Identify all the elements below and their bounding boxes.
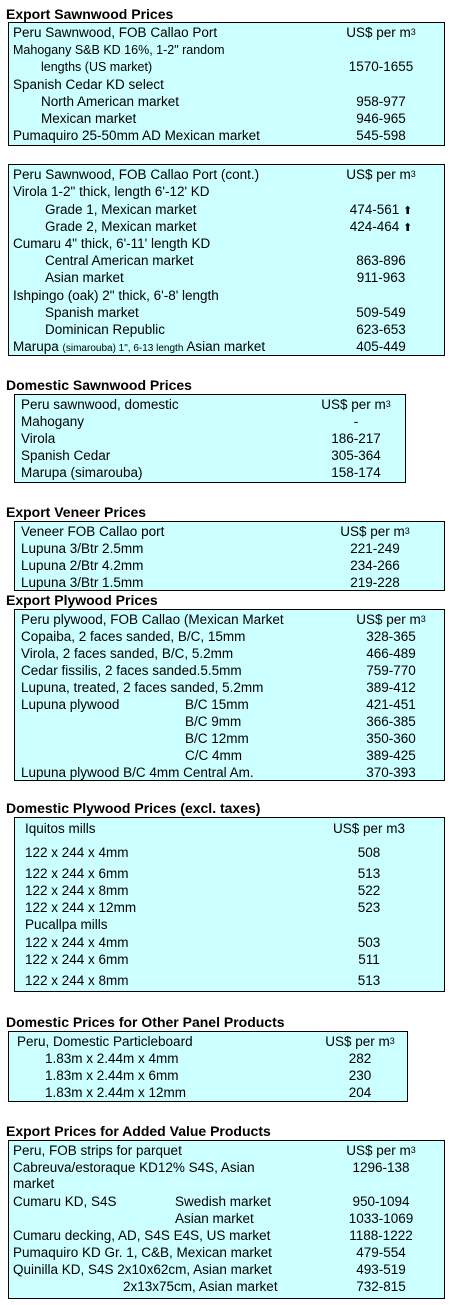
export-plywood-table: Peru plywood, FOB Callao (Mexican Market US$ per $m^3$ Copaiba, 2 faces sanded, B/C, 15mm 328-365 Virola, 2 faces sanded, B/C, 5.2mm 466-489 Cedar fissilis, 2 faces sanded.5.5mm 759-770 Lupuna, treated, 2 faces sanded, 5.2mm 389-412 Lupuna plywood B/C 15mm 421-451 B/C 9mm 366-385 B/C 12mm 350-360 C/C 4mm 389-425 Lupuna plywood B/C 4mm Central Am. 370-393 (14, 609, 445, 781)
header-unit: US$ per $m^3$ (346, 167, 416, 182)
header-unit: US$ per $m^3$ (356, 612, 426, 627)
section-title-export-plywood: Export Plywood Prices (6, 592, 158, 608)
header-unit: US$ per $m^3$ (321, 397, 391, 412)
section-title-added-value: Export Prices for Added Value Products (6, 1123, 271, 1139)
section-title-other-panels: Domestic Prices for Other Panel Products (6, 1014, 285, 1030)
domestic-plywood-table: Iquitos mills US$ per m3 122 x 244 x 4mm 508 122 x 244 x 6mm 513 122 x 244 x 8mm 522 122 x 244 x 12mm 523 Pucallpa mills 122 x 244 x 4mm 503 122 x 244 x 6mm 511 122 x 244 x 8mm 513 (14, 817, 445, 992)
section-title-export-sawnwood: Export Sawnwood Prices (6, 6, 174, 22)
header-label: Peru Sawnwood, FOB Callao Port (13, 25, 218, 40)
section-title-export-veneer: Export Veneer Prices (6, 504, 147, 520)
export-sawnwood-table: Peru Sawnwood, FOB Callao Port US$ per $m^3$ Mahogany S&B KD 16%, 1-2" random lengths (US market) 1570-1655 Spanish Cedar KD select North American market 958-977 Mexican market 946-965 Pumaquiro 25-50mm AD Mexican market 545-598 (8, 22, 445, 146)
domestic-sawnwood-table: Peru sawnwood, domestic US$ per $m^3$ Mahogany - Virola 186-217 Spanish Cedar 305-364 Marupa (simarouba) 158-174 (14, 394, 406, 483)
up-arrow-icon: ⬆ (403, 205, 413, 217)
header-unit: US$ per $m^3$ (340, 524, 410, 539)
export-sawnwood-cont-table: Peru Sawnwood, FOB Callao Port (cont.) US$ per $m^3$ Virola 1-2" thick, length 6'-12' KD Grade 1, Mexican market 474-561 ⬆ Grade 2, Mexican market 424-464 ⬆ Cumaru 4" thick, 6'-11' length KD Central American market 863-896 Asian market 911-963 Ishpingo (oak) 2" thick, 6'-8' length Spanish market 509-549 Dominican Republic 623-653 Marupa (simarouba) 1", 6-13 length Asian market 405-449 (8, 164, 445, 356)
header-unit: US$ per $m^3$ (325, 1034, 395, 1049)
header-unit: US$ per $m^3$ (346, 25, 416, 40)
section-title-domestic-sawnwood: Domestic Sawnwood Prices (6, 377, 192, 393)
export-veneer-table: Veneer FOB Callao port US$ per $m^3$ Lupuna 3/Btr 2.5mm 221-249 Lupuna 2/Btr 4.2mm 234-266 Lupuna 3/Btr 1.5mm 219-228 (14, 521, 445, 591)
up-arrow-icon: ⬆ (403, 222, 413, 234)
other-panels-table: Peru, Domestic Particleboard US$ per $m^3$ 1.83m x 2.44m x 4mm 282 1.83m x 2.44m x 6mm 230 1.83m x 2.44m x 12mm 204 (8, 1031, 408, 1102)
added-value-table: Peru, FOB strips for parquet US$ per $m^3$ Cabreuva/estoraque KD12% S4S, Asian 1296-138 market Cumaru KD, S4S Swedish market 950-1094 Asian market 1033-1069 Cumaru decking, AD, S4S E4S, US market 1188-1222 Pumaquiro KD Gr. 1, C&B, Mexican market 479-554 Quinilla KD, S4S 2x10x62cm, Asian market 493-519 2x13x75cm, Asian market 732-815 (8, 1140, 445, 1299)
header-unit: US$ per $m^3$ (346, 1143, 416, 1158)
section-title-domestic-plywood: Domestic Plywood Prices (excl. taxes) (6, 800, 261, 816)
